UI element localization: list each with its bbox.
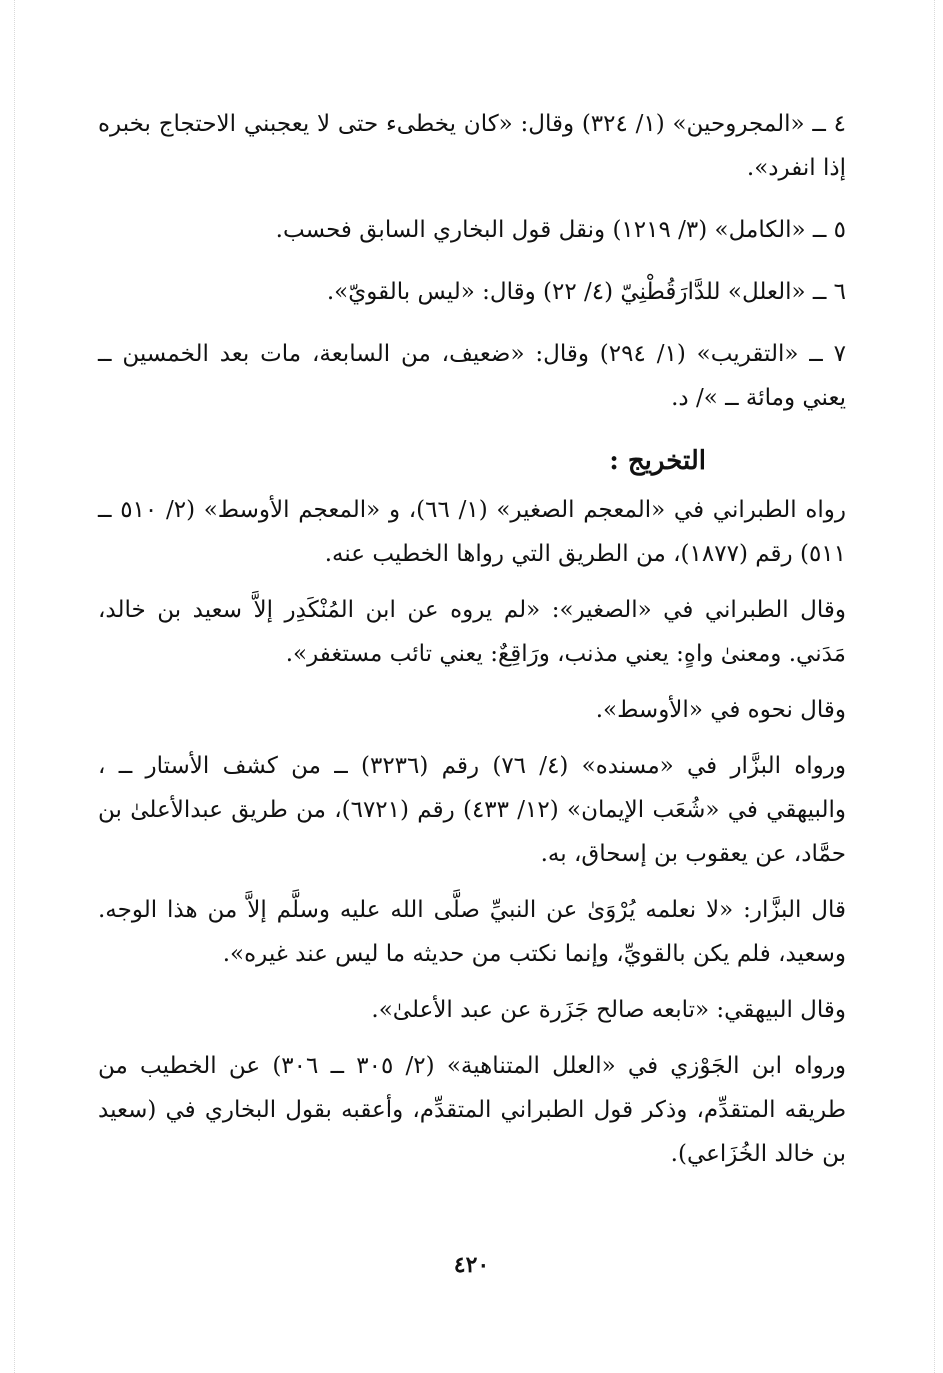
takhrij-paragraph-6: وقال البيهقي: «تابعه صالح جَزَرة عن عبد الأعلىٰ». [371,997,846,1023]
takhrij-paragraph-4: ورواه البزَّار في «مسنده» (٤/ ٧٦) رقم (٣٢٣٦) ــ من كشف الأستار ــ ، والبيهقي في «شُعَب الإيمان» (١٢/ ٤٣٣) رقم (٦٧٢١)، من طريق عبدالأعلىٰ بن حمَّاد، عن يعقوب بن إسحاق، به. [98,753,847,867]
takhrij-paragraph-2: وقال الطبراني في «الصغير»: «لم يروه عن ابن المُنْكَدِر إلاَّ سعيد بن خالد، مَدَني. ومعنىٰ واهٍ: يعني مذنب، ورَاقِعٌ: يعني تائب مستغفر». [98,597,846,667]
takhrij-paragraph-1: رواه الطبراني في «المعجم الصغير» (١/ ٦٦)، و «المعجم الأوسط» (٢/ ٥١٠ ــ ٥١١) رقم (١٨٧٧)، من الطريق التي رواها الخطيب عنه. [98,497,846,567]
page-body [98,102,846,1188]
footnote-5: ٥ ــ «الكامل» (٣/ ١٢١٩) ونقل قول البخاري السابق فحسب. [275,217,846,243]
page-number: ٤٢٠ [453,1252,490,1278]
footnote-4: ٤ ــ «المجروحين» (١/ ٣٢٤) وقال: «كان يخطىء حتى لا يعجبني الاحتجاج بخبره إذا انفرد». [98,111,846,181]
footnote-7: ٧ ــ «التقريب» (١/ ٢٩٤) وقال: «ضعيف، من السابعة، مات بعد الخمسين ــ يعني ومائة ــ »/ د. [98,341,846,411]
takhrij-paragraph-7: ورواه ابن الجَوْزي في «العلل المتناهية» (٢/ ٣٠٥ ــ ٣٠٦) عن الخطيب من طريقه المتقدِّم، وذكر قول الطبراني المتقدِّم، وأعقبه بقول البخاري في (سعيد بن خالد الخُزَاعي). [98,1053,846,1167]
takhrij-paragraph-3: وقال نحوه في «الأوسط». [595,697,846,723]
section-heading-takhrij: التخريج : [609,446,706,476]
footnote-6: ٦ ــ «العلل» للدَّارَقُطْنِيّ (٤/ ٢٢) وقال: «ليس بالقويّ». [326,279,846,305]
scan-edge-right [934,0,936,1373]
scan-edge-left [14,0,16,1373]
takhrij-paragraph-5: قال البزَّار: «لا نعلمه يُرْوَىٰ عن النبيِّ صلَّى الله عليه وسلَّم إلاَّ من هذا الوجه. وسعيد، فلم يكن بالقويِّ، وإنما نكتب من حديثه ما ليس عند غيره». [98,897,846,967]
